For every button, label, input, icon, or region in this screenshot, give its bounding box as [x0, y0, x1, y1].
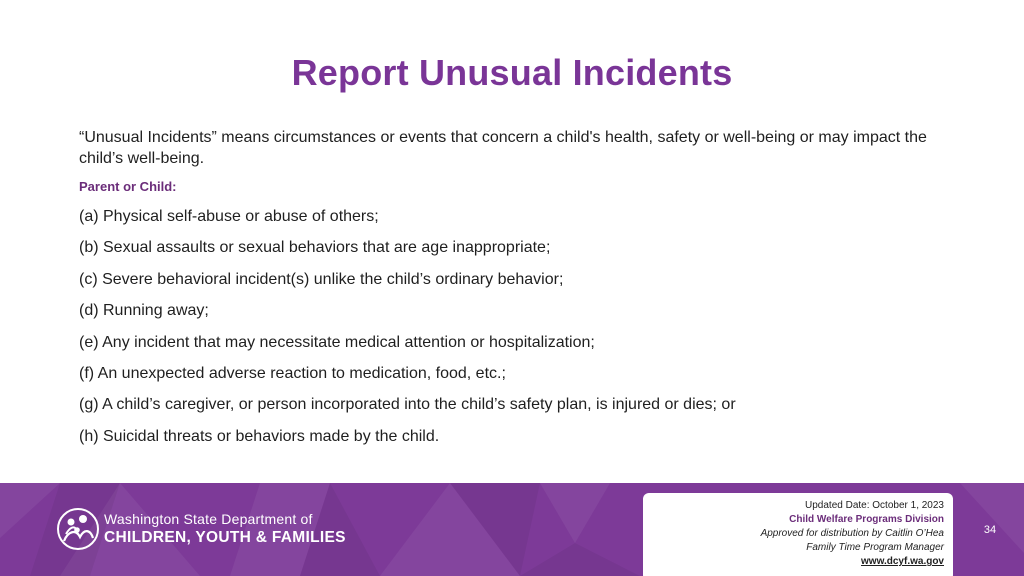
dcyf-logo — [56, 507, 346, 551]
incident-item-c: (c) Severe behavioral incident(s) unlike the child’s ordinary behavior; — [79, 270, 564, 288]
incident-list — [79, 206, 979, 457]
parent-or-child-heading: Parent or Child: — [79, 179, 177, 194]
incident-item-b: (b) Sexual assaults or sexual behaviors that are age inappropriate; — [79, 239, 551, 257]
footer-banner — [0, 483, 1024, 576]
website-link[interactable]: www.dcyf.wa.gov — [861, 556, 944, 567]
slide-title: Report Unusual Incidents — [291, 52, 733, 93]
family-logo-icon — [56, 507, 100, 551]
manager-title: Family Time Program Manager — [806, 542, 944, 553]
incident-item-f: (f) An unexpected adverse reaction to medication, food, etc.; — [79, 364, 506, 382]
division-name: Child Welfare Programs Division — [789, 514, 944, 525]
incident-item-e: (e) Any incident that may necessitate medical attention or hospitalization; — [79, 333, 595, 351]
logo-agency-text: CHILDREN, YOUTH & FAMILIES — [104, 529, 346, 546]
incident-item-g: (g) A child’s caregiver, or person incorporated into the child’s safety plan, is injured or dies; or — [79, 396, 736, 414]
approval-note: Approved for distribution by Caitlin O’Hea — [760, 528, 944, 539]
updated-date: Updated Date: October 1, 2023 — [805, 500, 944, 511]
incident-item-d: (d) Running away; — [79, 302, 209, 320]
page-number: 34 — [983, 524, 997, 536]
definition-text: “Unusual Incidents” means circumstances or events that concern a child's health, safety or well-being or may impact the child’s well-being. — [79, 129, 927, 167]
incident-item-a: (a) Physical self-abuse or abuse of others; — [79, 208, 379, 225]
distribution-info-box — [643, 493, 953, 576]
incident-item-h: (h) Suicidal threats or behaviors made by the child. — [79, 427, 440, 445]
logo-department-text: Washington State Department of — [104, 511, 313, 527]
